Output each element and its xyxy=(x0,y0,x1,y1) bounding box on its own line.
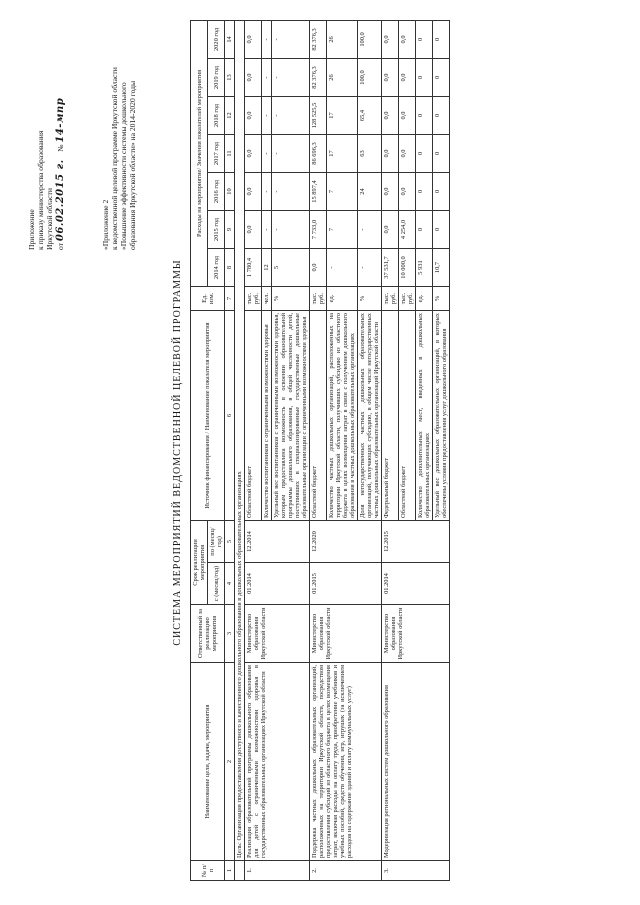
table-row xyxy=(382,20,399,880)
value-cell: 100,0 xyxy=(358,20,382,58)
value-cell: 12 xyxy=(262,249,272,287)
value-cell: - xyxy=(272,20,310,58)
value-cell: 7 xyxy=(327,173,358,211)
value-cell: - xyxy=(272,97,310,135)
appendix-line: «Приложение 2 xyxy=(101,199,110,250)
unit-cell: тыс. руб. xyxy=(245,287,262,311)
header-line: Приложение xyxy=(27,209,36,250)
appendix-line: «Повышение эффективности системы дошкольного xyxy=(118,82,128,250)
col-header-year: 2018 год xyxy=(208,97,225,135)
value-cell: 0,0 xyxy=(399,173,416,211)
table-row xyxy=(245,20,262,880)
column-number: 7 xyxy=(225,287,235,311)
value-cell: 10,7 xyxy=(433,249,450,287)
unit-cell: тыс. руб. xyxy=(310,287,327,311)
value-cell: 24 xyxy=(358,173,382,211)
value-cell: 7 733,0 xyxy=(310,211,327,249)
column-number: 8 xyxy=(225,249,235,287)
header-line: Иркутской области xyxy=(44,188,54,250)
value-cell: 0,0 xyxy=(399,135,416,173)
value-cell: 0 xyxy=(433,20,450,58)
source-or-indicator: Областной бюджет xyxy=(310,311,327,521)
value-cell: - xyxy=(358,211,382,249)
value-cell: 0,0 xyxy=(245,211,262,249)
col-header-year: 2015 год xyxy=(208,211,225,249)
value-cell: 0,0 xyxy=(382,211,399,249)
source-or-indicator: Областной бюджет xyxy=(245,311,262,521)
value-cell: 82 376,3 xyxy=(310,59,327,97)
column-number: 14 xyxy=(225,20,235,58)
column-number: 1 xyxy=(225,861,235,881)
value-cell: - xyxy=(262,173,272,211)
value-cell: 15 897,4 xyxy=(310,173,327,211)
column-number: 11 xyxy=(225,135,235,173)
value-cell: - xyxy=(358,249,382,287)
value-cell: 0 xyxy=(416,173,433,211)
appendix-line: образования Иркутской области» на 2014-2020 годы xyxy=(127,80,137,250)
handwritten-date: 06.02.2015 г. xyxy=(54,159,66,242)
source-or-indicator: Количество дополнительных мест, введенных в дошкольных образовательных организациях xyxy=(416,311,433,521)
order-header xyxy=(28,40,67,250)
value-cell: 26 xyxy=(327,20,358,58)
value-cell: - xyxy=(262,59,272,97)
unit-cell: % xyxy=(358,287,382,311)
value-cell: 100,0 xyxy=(358,59,382,97)
value-cell: 0,0 xyxy=(399,20,416,58)
measure-start: 01.2014 xyxy=(245,563,310,605)
measure-executor: Министерство образования Иркутской области xyxy=(310,605,382,663)
col-header-unit: Ед. изм. xyxy=(191,287,225,311)
measure-end: 12.2014 xyxy=(245,521,310,563)
value-cell: 0,0 xyxy=(382,135,399,173)
header-line: к приказу министерства образования xyxy=(35,130,45,250)
value-cell: - xyxy=(327,249,358,287)
value-cell: 0,0 xyxy=(382,173,399,211)
col-header-to: по (месяц/год) xyxy=(208,521,225,563)
measure-name: Модернизация региональных систем дошкольного образования xyxy=(382,663,450,861)
value-cell: - xyxy=(272,135,310,173)
measures-table xyxy=(190,20,450,881)
goal-row xyxy=(235,20,245,880)
measure-number: 1. xyxy=(245,861,310,881)
header-row xyxy=(191,20,208,880)
measure-name: Поддержка частных дошкольных образовательных организаций, расположенных на территории Иркутской области, посредством предоставления субсидий из областного бюджета в целях возмещения затрат, включая расходы на оплату труда, приобретение учебников и учебных пособий, средств обучения, игр, игрушек (за исключением расходов на содержание зданий и оплату коммунальных услуг) xyxy=(310,663,382,861)
value-cell: 65,4 xyxy=(358,97,382,135)
table-body xyxy=(235,20,450,880)
value-cell: 1 780,4 xyxy=(245,249,262,287)
measure-number: 2. xyxy=(310,861,382,881)
value-cell: 0 xyxy=(416,97,433,135)
value-cell: 0 xyxy=(433,135,450,173)
column-number: 13 xyxy=(225,59,235,97)
value-cell: 0,0 xyxy=(382,97,399,135)
value-cell: 17 xyxy=(327,135,358,173)
source-or-indicator: Федеральный бюджет xyxy=(382,311,399,521)
col-header-year: 2014 год xyxy=(208,249,225,287)
column-number: 12 xyxy=(225,97,235,135)
col-header-name: Наименование цели, задачи, мероприятия xyxy=(191,663,225,861)
measure-executor: Министерство образования Иркутской области xyxy=(245,605,310,663)
value-cell: - xyxy=(272,173,310,211)
value-cell: 82 376,3 xyxy=(310,20,327,58)
col-header-year: 2020 год xyxy=(208,20,225,58)
appendix-note xyxy=(102,40,138,250)
column-number: 10 xyxy=(225,173,235,211)
unit-cell: чел. xyxy=(262,287,272,311)
value-cell: 0 xyxy=(433,59,450,97)
col-header-source: Источник финансирования / Наименование показателя мероприятия xyxy=(191,311,225,521)
value-cell: 26 xyxy=(327,59,358,97)
document-title: СИСТЕМА МЕРОПРИЯТИЙ ВЕДОМСТВЕННОЙ ЦЕЛЕВОЙ ПРОГРАММЫ xyxy=(172,259,183,646)
value-cell: 0,0 xyxy=(245,59,262,97)
unit-cell: тыс. руб. xyxy=(382,287,399,311)
value-cell: 4 254,0 xyxy=(399,211,416,249)
column-number: 2 xyxy=(225,663,235,861)
measure-start: 01.2015 xyxy=(310,563,382,605)
source-or-indicator: Областной бюджет xyxy=(399,311,416,521)
value-cell: 37 531,7 xyxy=(382,249,399,287)
unit-cell: ед. xyxy=(416,287,433,311)
measure-end: 12.2015 xyxy=(382,521,450,563)
col-header-year: 2016 год xyxy=(208,173,225,211)
source-or-indicator: Количество частных дошкольных организаций, расположенных на территории Иркутской области, получивших субсидию из областного бюджета в целях возмещения затрат в связи с получением дошкольного образования в частных дошкольных образовательных организациях xyxy=(327,311,358,521)
unit-cell: % xyxy=(272,287,310,311)
measure-number: 3. xyxy=(382,861,450,881)
measure-start: 01.2014 xyxy=(382,563,450,605)
value-cell: 0 xyxy=(433,173,450,211)
value-cell: 0 xyxy=(433,211,450,249)
value-cell: 7 xyxy=(327,211,358,249)
value-cell: 0,0 xyxy=(245,173,262,211)
value-cell: 0 xyxy=(416,59,433,97)
value-cell: 63 xyxy=(358,135,382,173)
col-header-results: Расходы на мероприятие/ Значения показателей мероприятия xyxy=(191,20,208,286)
measure-name: Реализация образовательной программы дошкольного образования для детей с ограниченными возможностями здоровья в государственных образовательных организациях Иркутской области xyxy=(245,663,310,861)
column-number: 5 xyxy=(225,521,235,563)
source-or-indicator: Удельный вес дошкольных образовательных организаций, в которых обеспечены условия предоставления услуг дошкольного образования xyxy=(433,311,450,521)
appendix-line: к ведомственной целевой программе Иркутской области xyxy=(109,67,119,250)
handwritten-number: 14-мпр xyxy=(54,97,66,143)
column-number-row xyxy=(225,20,235,880)
col-header-no: № п/п xyxy=(191,861,225,881)
value-cell: - xyxy=(272,211,310,249)
value-cell: 128 525,5 xyxy=(310,97,327,135)
unit-cell: тыс. руб. xyxy=(399,287,416,311)
value-cell: 0,0 xyxy=(310,249,327,287)
column-number: 6 xyxy=(225,311,235,521)
value-cell: 0,0 xyxy=(245,20,262,58)
date-prefix: от xyxy=(55,242,65,250)
value-cell: 0,0 xyxy=(382,20,399,58)
value-cell: 5 931 xyxy=(416,249,433,287)
source-or-indicator: Количество воспитанников с ограниченными возможностями здоровья xyxy=(262,311,272,521)
value-cell: 0,0 xyxy=(399,97,416,135)
measure-executor: Министерство образования Иркутской области xyxy=(382,605,450,663)
col-header-term: Срок реализации мероприятия xyxy=(191,521,208,605)
value-cell: 5 xyxy=(272,249,310,287)
number-prefix: № xyxy=(55,144,65,152)
value-cell: 0,0 xyxy=(245,135,262,173)
source-or-indicator: Удельный вес воспитанников с ограниченными возможностями здоровья, которым предоставлена возможность в освоении образовательной программы дошкольного образования, в общей численности детей, поступивших в специализированные государственные дошкольные образовательные организации с ограниченными возможностями здоровья xyxy=(272,311,310,521)
value-cell: - xyxy=(262,211,272,249)
value-cell: 0,0 xyxy=(399,59,416,97)
col-header-year: 2019 год xyxy=(208,59,225,97)
value-cell: 0,0 xyxy=(382,59,399,97)
table-row xyxy=(310,20,327,880)
value-cell: 0 xyxy=(416,211,433,249)
col-header-year: 2017 год xyxy=(208,135,225,173)
value-cell: - xyxy=(262,20,272,58)
value-cell: 0 xyxy=(416,20,433,58)
column-number: 4 xyxy=(225,563,235,605)
value-cell: - xyxy=(272,59,310,97)
value-cell: 0,0 xyxy=(245,97,262,135)
col-header-executor: Ответственный за реализацию мероприятия xyxy=(191,605,225,663)
value-cell: 0 xyxy=(416,135,433,173)
column-number: 9 xyxy=(225,211,235,249)
goal-text: Цель: Организация предоставления доступного и качественного дошкольного образования в дошкольных образовательных организациях xyxy=(235,20,245,860)
unit-cell: ед. xyxy=(327,287,358,311)
measure-end: 12.2020 xyxy=(310,521,382,563)
unit-cell: % xyxy=(433,287,450,311)
order-date-line xyxy=(55,40,67,250)
col-header-from: с (месяц/год) xyxy=(208,563,225,605)
value-cell: 86 696,3 xyxy=(310,135,327,173)
value-cell: 0 xyxy=(433,97,450,135)
value-cell: - xyxy=(262,97,272,135)
source-or-indicator: Доля негосударственных частных дошкольных образовательных организаций, получающих субсидию, в общем числе негосударственных частных дошкольных образовательных организаций Иркутской области xyxy=(358,311,382,521)
value-cell: 17 xyxy=(327,97,358,135)
column-number: 3 xyxy=(225,605,235,663)
value-cell: - xyxy=(262,135,272,173)
value-cell: 10 000,0 xyxy=(399,249,416,287)
